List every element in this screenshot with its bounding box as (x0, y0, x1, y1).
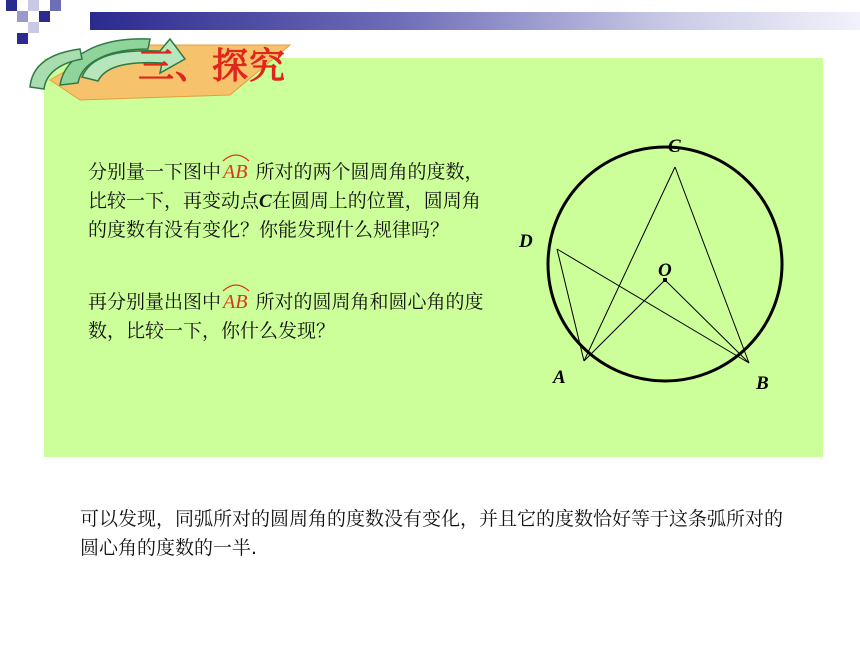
radius-oa (584, 280, 665, 361)
paragraph-text: 所对的圆周角和圆心角的度数，比较一下，你什么发现？ (88, 291, 484, 342)
arc-ab-label (221, 288, 249, 317)
arc-label-text: AB (223, 161, 248, 183)
paragraph-text: 所对的两个圆周角的度数，比较一下，再变动点 (88, 161, 484, 212)
label-a: A (553, 367, 566, 388)
deco-square (28, 0, 39, 11)
arc-icon (221, 152, 251, 162)
chord-db (557, 249, 749, 363)
label-o: O (658, 260, 672, 281)
conclusion-text: 可以发现，同弧所对的圆周角的度数没有变化，并且它的度数恰好等于这条弧所对的圆心角的度数的一半. (80, 508, 784, 559)
question-paragraph-1 (88, 158, 498, 245)
deco-square (39, 11, 50, 22)
arc-icon (221, 282, 251, 292)
deco-square (50, 0, 61, 11)
section-title: 三、探究 (138, 46, 287, 87)
arc-label-text: AB (223, 291, 248, 313)
paragraph-text: 在圆周上的位置，圆周角的度数有没有变化？你能发现什么规律吗？ (88, 190, 481, 241)
label-d: D (519, 231, 533, 252)
chord-da (557, 249, 584, 361)
deco-square (6, 0, 17, 11)
deco-square (17, 11, 28, 22)
variable-c: C (259, 191, 272, 212)
circle-figure (500, 120, 800, 410)
paragraph-text: 再分别量出图中 (88, 291, 222, 313)
question-paragraph-2 (88, 288, 498, 346)
label-c: C (668, 136, 681, 157)
arc-ab-label (221, 158, 249, 187)
radius-ob (665, 280, 749, 363)
chord-cb (675, 167, 749, 363)
label-b: B (756, 373, 769, 394)
paragraph-text: 分别量一下图中 (88, 161, 222, 183)
